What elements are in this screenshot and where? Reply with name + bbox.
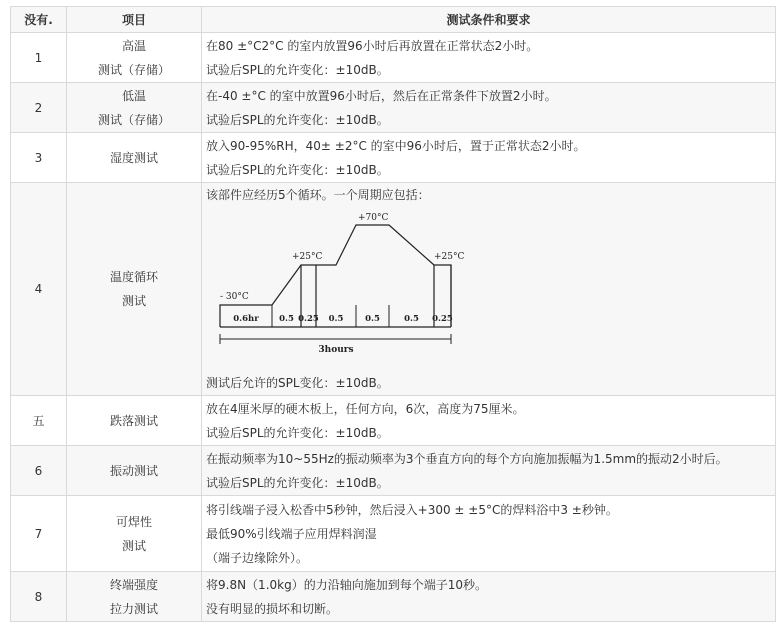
item-line: 高温 [121,38,146,53]
table-row [11,83,776,133]
row-conditions [202,33,776,83]
table-row [11,446,776,496]
row-no: 五 [11,396,67,446]
row-item [67,133,202,183]
temperature-profile-line [220,225,451,327]
item-line: 可焊性 [115,514,152,529]
condition-line: 试验后SPL的允许变化：±10dB。 [206,475,389,490]
header-item: 项目 [67,7,202,33]
row-no: 8 [11,572,67,622]
segment-label: 0.5 [328,314,344,324]
item-line: 振动测试 [109,463,158,478]
label-mid-temp-2: +25°C [434,252,465,262]
table-row [11,396,776,446]
label-high-temp: +70°C [358,213,389,223]
item-line: 测试 [121,294,146,308]
condition-line: 试验后SPL的允许变化：±10dB。 [206,425,389,440]
row-item [67,572,202,622]
item-line: 测试（存储） [97,112,170,127]
row-conditions [202,133,776,183]
condition-line: 将9.8N（1.0kg）的力沿轴向施加到每个端子10秒。 [206,577,487,592]
table-row [11,183,776,396]
row-item [67,83,202,133]
condition-line: 最低90%引线端子应用焊料润湿 [206,526,377,541]
table-header-row [11,7,776,33]
label-mid-temp-1: +25°C [292,252,323,262]
condition-line: 在-40 ±°C 的室中放置96小时后，然后在正常条件下放置2小时。 [206,88,557,103]
row-item [67,446,202,496]
item-line: 湿度测试 [109,150,158,165]
row-conditions [202,446,776,496]
condition-line: 在80 ±°C2°C 的室内放置96小时后再放置在正常状态2小时。 [206,38,539,53]
row-conditions [202,83,776,133]
condition-line: 试验后SPL的允许变化：±10dB。 [206,162,389,177]
condition-line: 放入90-95%RH，40± ±2°C 的室中96小时后，置于正常状态2小时。 [206,138,586,153]
condition-line: 在振动频率为10~55Hz的振动频率为3个垂直方向的每个方向施加振幅为1.5mm的振动2小时后。 [206,451,728,466]
condition-line: 该部件应经历5个循环。一个周期应包括： [206,188,430,202]
row-no: 7 [11,496,67,572]
table-row [11,33,776,83]
row-no: 2 [11,83,67,133]
item-line: 低温 [121,88,146,103]
header-conditions: 测试条件和要求 [202,7,776,33]
temperature-cycle-svg [206,207,465,371]
row-conditions [202,572,776,622]
segment-label: 0.25 [298,314,319,324]
segment-label: 0.25 [432,314,453,324]
condition-line: 放在4厘米厚的硬木板上，任何方向，6次，高度为75厘米。 [206,401,525,416]
row-item [67,183,202,396]
row-item [67,496,202,572]
item-line: 终端强度 [109,577,158,592]
condition-line: 测试后允许的SPL变化：±10dB。 [206,376,389,390]
table-row [11,496,776,572]
row-conditions [202,496,776,572]
segment-label: 0.5 [365,314,380,324]
segment-label: 0.5 [279,314,294,324]
row-item [67,396,202,446]
condition-line: （端子边缘除外）。 [206,550,309,565]
row-no: 4 [11,183,67,396]
row-conditions [202,396,776,446]
condition-line: 没有明显的损坏和切断。 [206,601,339,616]
segment-label: 0.5 [404,314,419,324]
segment-label: 0.6hr [233,314,259,324]
total-duration-label: 3hours [318,345,354,355]
test-conditions-table [10,6,776,622]
header-no: 没有. [11,7,67,33]
item-line: 测试 [121,538,146,553]
condition-line: 将引线端子浸入松香中5秒钟，然后浸入+300 ± ±5°C的焊料浴中3 ±秒钟。 [206,502,618,517]
table-row [11,133,776,183]
condition-line: 试验后SPL的允许变化：±10dB。 [206,62,389,77]
table-row [11,572,776,622]
condition-line: 试验后SPL的允许变化：±10dB。 [206,112,389,127]
temperature-cycle-diagram [206,207,775,371]
item-line: 拉力测试 [109,601,158,616]
row-no: 1 [11,33,67,83]
row-conditions [202,183,776,396]
row-no: 3 [11,133,67,183]
item-line: 温度循环 [109,270,158,284]
item-line: 测试（存储） [97,62,170,77]
row-no: 6 [11,446,67,496]
label-low-temp: - 30°C [220,292,249,302]
segment-labels [220,305,453,327]
item-line: 跌落测试 [109,413,158,428]
row-item [67,33,202,83]
